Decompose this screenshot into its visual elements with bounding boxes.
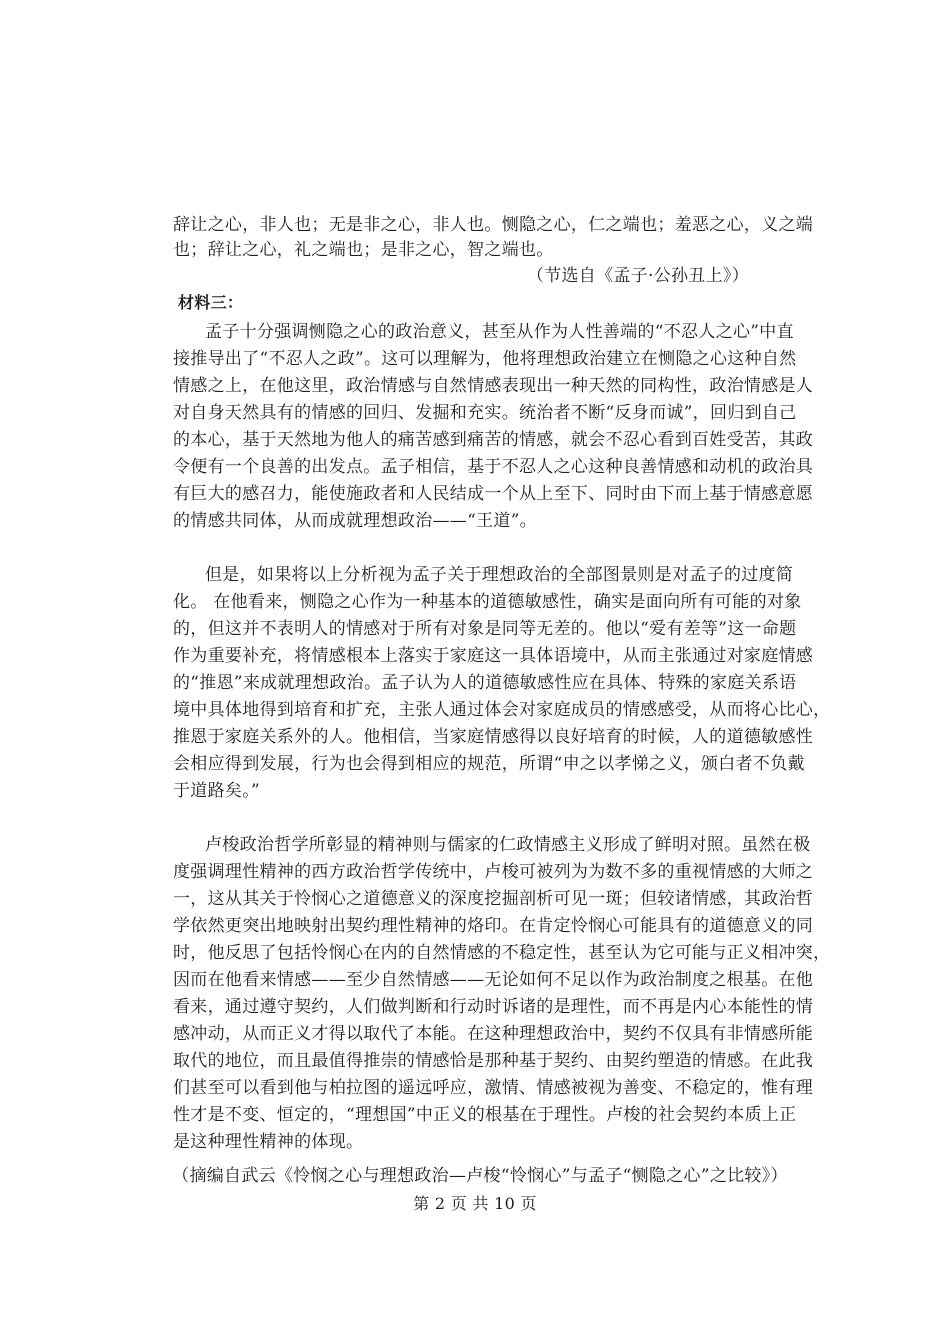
paragraph-3-line: 一，这从其关于怜悯心之道德意义的深度挖掘剖析可见一斑；但较诸情感，其政治哲: [173, 889, 814, 909]
paragraph-1-line: 有巨大的感召力，能使施政者和人民结成一个从上至下、同时由下而上基于情感意愿: [173, 484, 814, 504]
paragraph-3-line: 卢梭政治哲学所彰显的精神则与儒家的仁政情感主义形成了鲜明对照。虽然在极: [205, 835, 811, 855]
paragraph-2-line: 的，但这并不表明人的情感对于所有对象是同等无差的。他以“爱有差等”这一命题: [173, 619, 797, 639]
paragraph-3-line: 因而在他看来情感——至少自然情感——无论如何不足以作为政治制度之根基。在他: [173, 970, 814, 990]
fragment-source: （节选自《孟子·公孙丑上》）: [526, 266, 749, 286]
paragraph-3-line: 感冲动，从而正义才得以取代了本能。在这种理想政治中，契约不仅具有非情感所能: [173, 1024, 814, 1044]
paragraph-3-line: 是这种理性精神的体现。: [173, 1132, 364, 1152]
fragment-line-1: 辞让之心，非人也；无是非之心，非人也。恻隐之心，仁之端也；羞恶之心，义之端: [173, 215, 814, 235]
paragraph-2-line: 作为重要补充，将情感根本上落实于家庭这一具体语境中，从而主张通过对家庭情感: [173, 646, 814, 666]
paragraph-1-line: 情感之上，在他这里，政治情感与自然情感表现出一种天然的同构性，政治情感是人: [173, 376, 814, 396]
paragraph-1-line: 令便有一个良善的出发点。孟子相信，基于不忍人之心这种良善情感和动机的政治具: [173, 457, 814, 477]
paragraph-3-line: 看来，通过遵守契约，人们做判断和行动时诉诸的是理性，而不再是内心本能性的情: [173, 997, 814, 1017]
paragraph-3-line: 时，他反思了包括怜悯心在内的自然情感的不稳定性，甚至认为它可能与正义相冲突，: [173, 943, 831, 963]
page-number: 第 2 页 共 10 页: [413, 1194, 537, 1213]
paragraph-3-line: 性才是不变、恒定的，“理想国”中正义的根基在于理性。卢梭的社会契约本质上正: [173, 1105, 797, 1125]
paragraph-2-line: 化。 在他看来，恻隐之心作为一种基本的道德敏感性，确实是面向所有可能的对象: [173, 592, 802, 612]
paragraph-2-line: 但是，如果将以上分析视为孟子关于理想政治的全部图景则是对孟子的过度简: [205, 565, 794, 585]
paragraph-2-line: 于道路矣。”: [173, 781, 260, 801]
paragraph-3-line: 学依然更突出地映射出契约理性精神的烙印。在肯定怜悯心可能具有的道德意义的同: [173, 916, 814, 936]
paragraph-1-line: 接推导出了“不忍人之政”。这可以理解为，他将理想政治建立在恻隐之心这种自然: [173, 349, 797, 369]
paragraph-2-line: 的“推恩”来成就理想政治。孟子认为人的道德敏感性应在具体、特殊的家庭关系语: [173, 673, 797, 693]
paragraph-3-line: 们甚至可以看到他与柏拉图的遥远呼应，激情、情感被视为善变、不稳定的，惟有理: [173, 1078, 814, 1098]
paragraph-1-line: 孟子十分强调恻隐之心的政治意义，甚至从作为人性善端的“不忍人之心”中直: [205, 322, 794, 342]
material-3-heading: 材料三：: [178, 293, 244, 312]
fragment-line-2: 也；辞让之心，礼之端也；是非之心，智之端也。: [173, 240, 554, 260]
paragraph-3-line: 度强调理性精神的西方政治哲学传统中，卢梭可被列为为数不多的重视情感的大师之: [173, 862, 814, 882]
material-3-source: （摘编自武云《怜悯之心与理想政治—卢梭“怜悯心”与孟子“恻隐之心”之比较》）: [172, 1166, 788, 1186]
paragraph-1-line: 的本心，基于天然地为他人的痛苦感到痛苦的情感，就会不忍心看到百姓受苦，其政: [173, 430, 814, 450]
paragraph-2-line: 会相应得到发展，行为也会得到相应的规范，所谓“申之以孝悌之义，颁白者不负戴: [173, 754, 805, 774]
paragraph-2-line: 境中具体地得到培育和扩充，主张人通过体会对家庭成员的情感感受，从而将心比心，: [173, 700, 831, 720]
paragraph-1-line: 对自身天然具有的情感的回归、发掘和充实。统治者不断“反身而诚”，回归到自己: [173, 403, 797, 423]
paragraph-3-line: 取代的地位，而且最值得推崇的情感恰是那种基于契约、由契约塑造的情感。在此我: [173, 1051, 814, 1071]
paragraph-2-line: 推恩于家庭关系外的人。他相信，当家庭情感得以良好培育的时候，人的道德敏感性: [173, 727, 814, 747]
paragraph-1-line: 的情感共同体，从而成就理想政治——“王道”。: [173, 511, 537, 531]
